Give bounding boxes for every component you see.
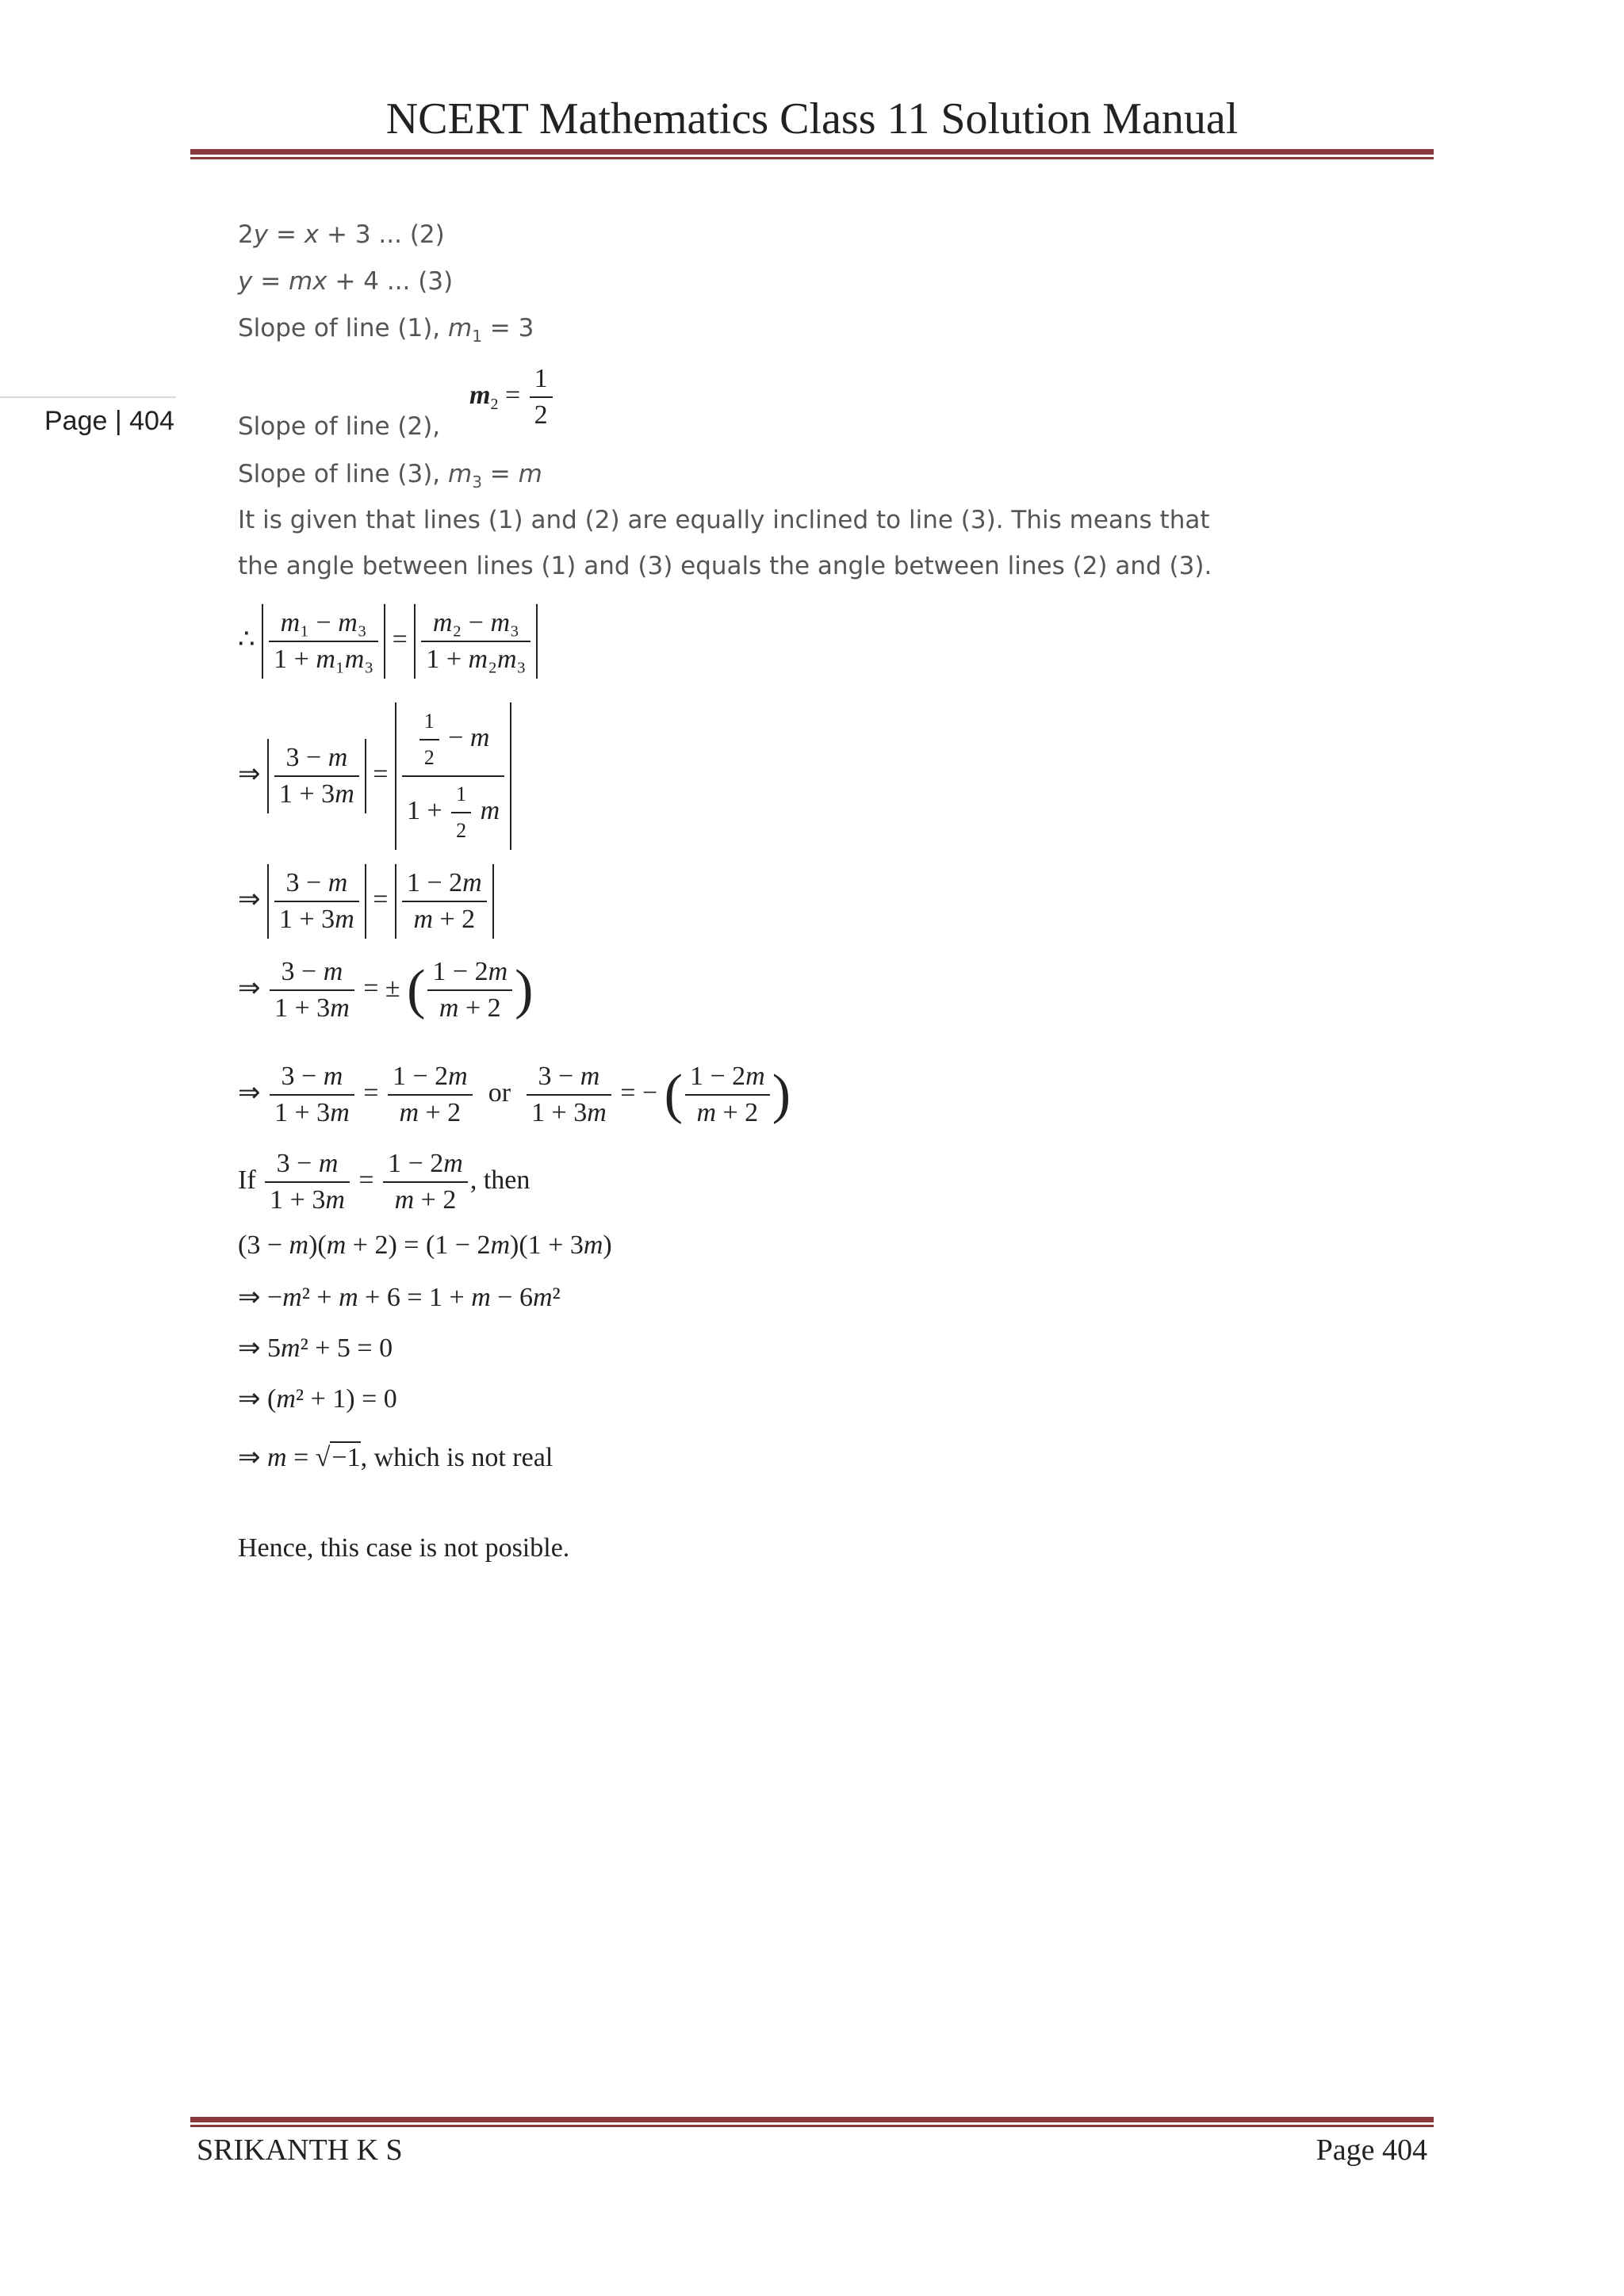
line-slope2: Slope of line (2), xyxy=(238,412,441,441)
line-eq3: y = mx + 4 ... (3) xyxy=(238,267,454,296)
footer-rule xyxy=(190,2117,1434,2127)
math-eq9: ⇒ 5m² + 5 = 0 xyxy=(238,1334,393,1363)
math-eq3: ⇒ $\frac{3 - m}{1 + 3m}$ = $\frac{1 - 2m}{m + 2}$ xyxy=(238,864,494,939)
math-eq11: ⇒ m = √−1, which is not real xyxy=(238,1443,553,1472)
math-eq8: ⇒ −m² + m + 6 = 1 + m − 6m² xyxy=(238,1283,561,1312)
math-eq5: ⇒ $\frac{3 - m}{1 + 3m}$ = $\frac{1 - 2m}{m + 2}$ or $\frac{3 - m}{1 + 3m}$ = − ( $\frac{1 - 2m}{m + 2}$ ) xyxy=(238,1059,791,1131)
header-rule xyxy=(190,149,1434,159)
footer-author: SRIKANTH K S xyxy=(197,2133,403,2167)
math-eq2: ⇒ $\frac{3 - m}{1 + 3m}$ = $\frac{1}{2}$ − m 1 + $\frac{1}{2}$ m xyxy=(238,702,511,850)
math-eq4: ⇒ $\frac{3 - m}{1 + 3m}$ = ± ( $\frac{1 - 2m}{m + 2}$ ) xyxy=(238,955,533,1026)
math-eq1: ∴ $\frac{\text{m₁ − m₃}}{\text{1 + m₁m₃}}$ = $\frac{\text{m₂ − m₃}}{\text{1 + m₂m₃}}$ xyxy=(238,604,538,679)
math-eq7: (3 − m)(m + 2) = (1 − 2m)(1 + 3m) xyxy=(238,1230,612,1260)
math-m2-def: $m_2$ = $\frac{1}{2}$ xyxy=(469,362,555,433)
margin-page-label: Page | 404 xyxy=(44,406,174,436)
line-eq2: 2y = x + 3 ... (2) xyxy=(238,220,445,249)
math-eq10: ⇒ (m² + 1) = 0 xyxy=(238,1384,397,1414)
line-given-2: the angle between lines (1) and (3) equals the angle between lines (2) and (3). xyxy=(238,552,1212,580)
page-header-title: NCERT Mathematics Class 11 Solution Manual xyxy=(385,94,1239,144)
footer-page-number: Page 404 xyxy=(1316,2133,1427,2167)
line-slope3: Slope of line (3), $m_3 = m$ xyxy=(238,460,542,492)
line-given-1: It is given that lines (1) and (2) are equally inclined to line (3). This means that xyxy=(238,506,1210,534)
math-eq6: If $\frac{3 - m}{1 + 3m}$ = $\frac{1 - 2m}{m + 2}$ , then xyxy=(238,1146,530,1218)
math-conclusion: Hence, this case is not posible. xyxy=(238,1533,570,1563)
line-slope1: Slope of line (1), $m_1 = 3$ xyxy=(238,314,534,346)
margin-tab-rule xyxy=(0,396,176,398)
